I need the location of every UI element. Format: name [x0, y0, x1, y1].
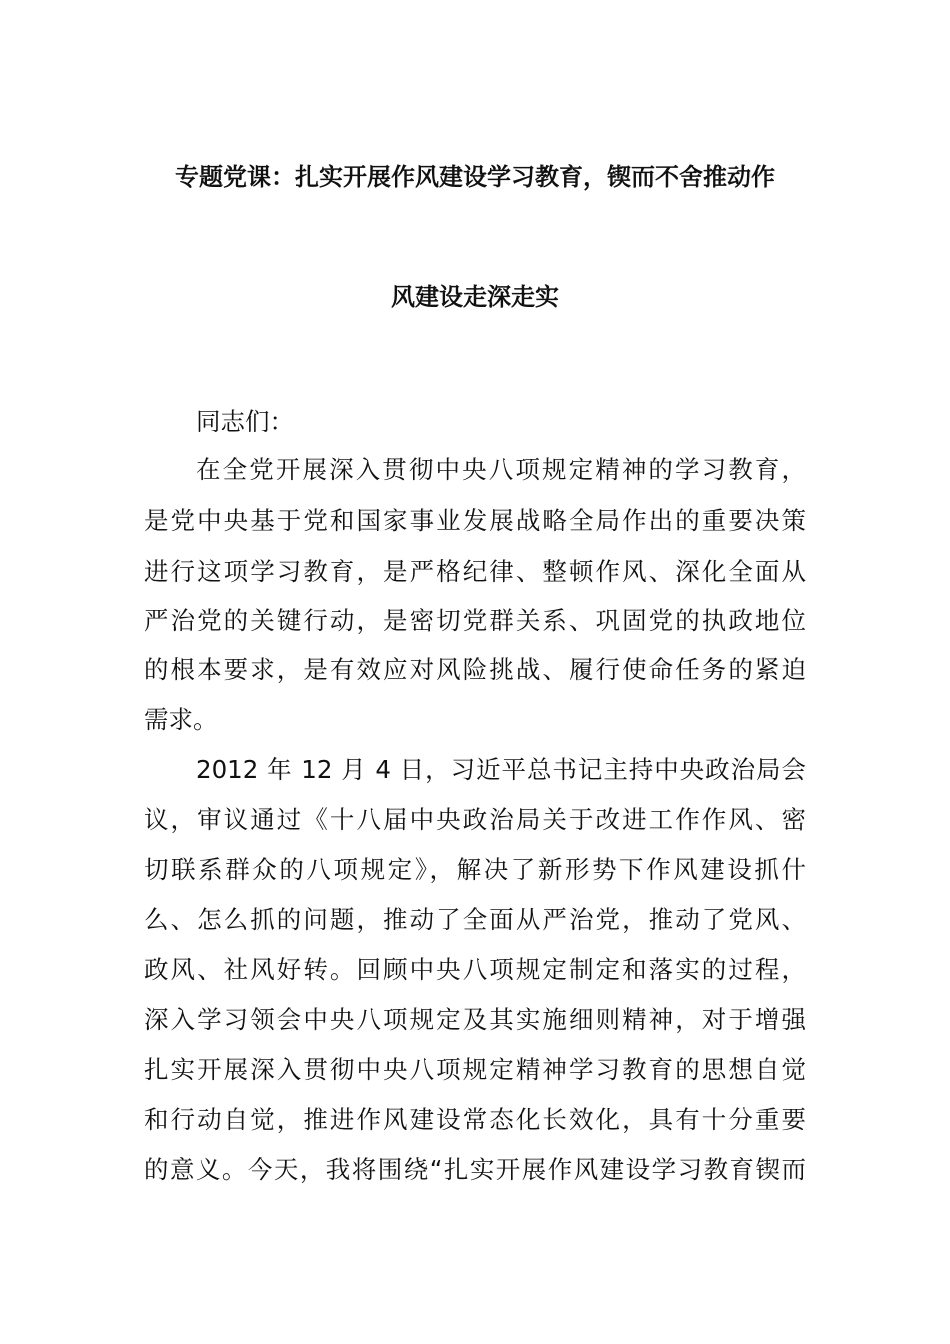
paragraph-1-line: 需求。 — [144, 705, 218, 734]
paragraph-2-line: 的意义。今天，我将围绕“扎实开展作风建设学习教育锲而 — [144, 1155, 806, 1184]
paragraph-2-line: 么、怎么抓的问题，推动了全面从严治党，推动了党风、 — [144, 905, 806, 934]
document-title-line-2: 风建设走深走实 — [391, 283, 559, 311]
paragraph-2-line: 深入学习领会中央八项规定及其实施细则精神，对于增强 — [144, 1005, 806, 1034]
paragraph-2-line: 切联系群众的八项规定》，解决了新形势下作风建设抓什 — [144, 855, 806, 884]
paragraph-2-line: 2012 年 12 月 4 日，习近平总书记主持中央政治局会 — [196, 755, 806, 784]
paragraph-1-line: 进行这项学习教育，是严格纪律、整顿作风、深化全面从 — [144, 557, 806, 586]
paragraph-2-line: 政风、社风好转。回顾中央八项规定制定和落实的过程， — [144, 955, 806, 984]
paragraph-2-line: 扎实开展深入贯彻中央八项规定精神学习教育的思想自觉 — [144, 1055, 806, 1084]
salutation: 同志们： — [196, 407, 294, 436]
paragraph-2-line: 和行动自觉，推进作风建设常态化长效化，具有十分重要 — [144, 1105, 806, 1134]
paragraph-1-line: 是党中央基于党和国家事业发展战略全局作出的重要决策 — [144, 506, 806, 535]
document-title-line-1: 专题党课：扎实开展作风建设学习教育，锲而不舍推动作 — [175, 163, 775, 191]
paragraph-2-line: 议，审议通过《十八届中央政治局关于改进工作作风、密 — [144, 805, 806, 834]
paragraph-1-line: 的根本要求，是有效应对风险挑战、履行使命任务的紧迫 — [144, 655, 806, 684]
paragraph-1-line: 严治党的关键行动，是密切党群关系、巩固党的执政地位 — [144, 606, 806, 635]
paragraph-1-line: 在全党开展深入贯彻中央八项规定精神的学习教育， — [196, 455, 806, 484]
